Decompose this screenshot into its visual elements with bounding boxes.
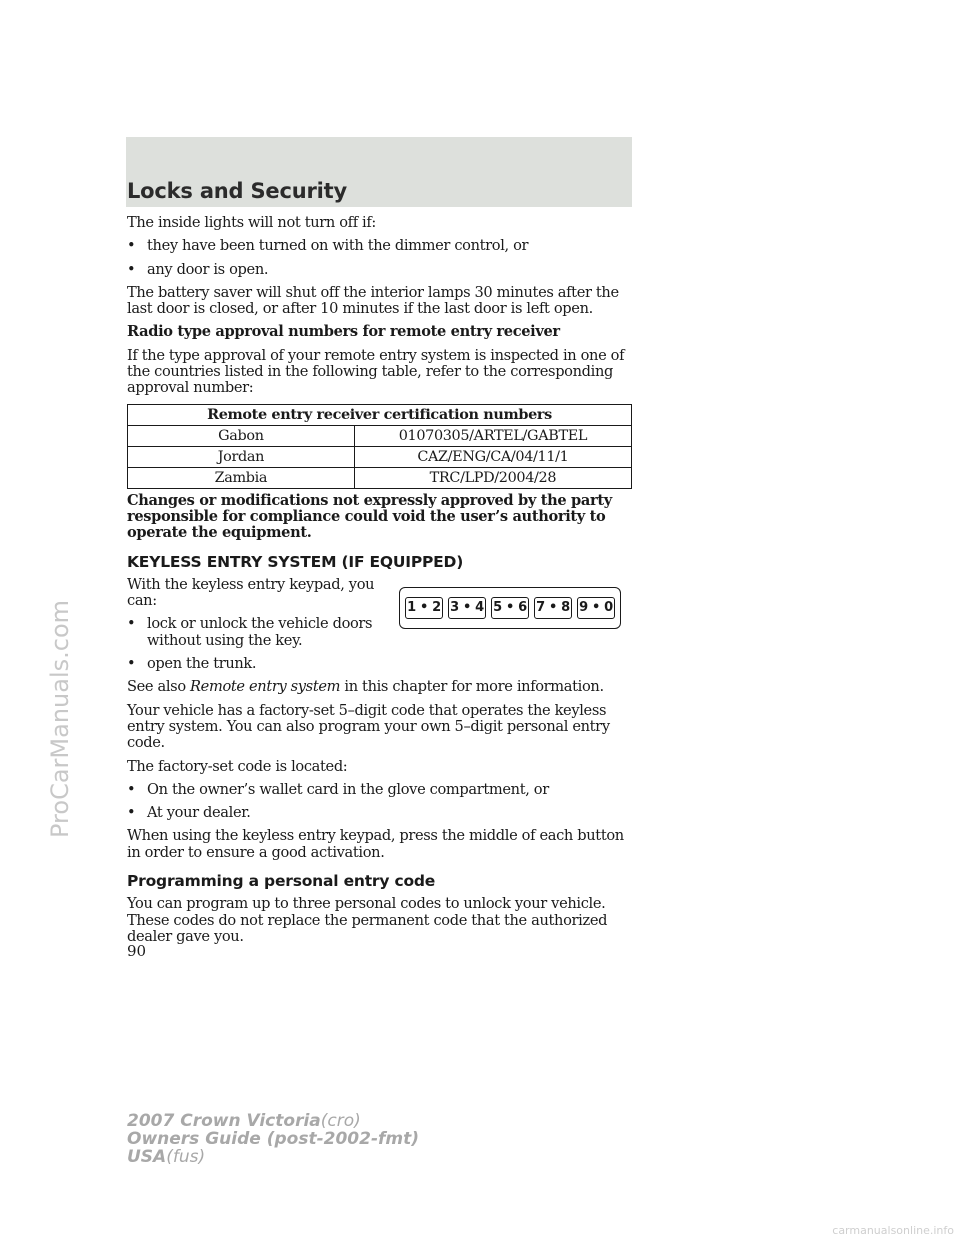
- factory-code-located-lead: The factory-set code is located:: [127, 757, 348, 775]
- battery-saver-text: The battery saver will shut off the interior lamps 30 minutes after the last door is closed, or after 10 minutes if the last door is left open.: [127, 283, 619, 318]
- keypad-key: 5 • 6: [491, 597, 529, 619]
- keyless-entry-heading: KEYLESS ENTRY SYSTEM (IF EQUIPPED): [127, 552, 464, 571]
- keypad-key: 9 • 0: [577, 597, 615, 619]
- list-item: • any door is open.: [127, 262, 633, 278]
- list-item: • lock or unlock the vehicle doors without using the key.: [127, 616, 377, 649]
- table-row: [128, 467, 632, 488]
- keypad-key: 3 • 4: [448, 597, 486, 619]
- table-cell-country: Zambia: [128, 467, 355, 488]
- table-cell-number: TRC/LPD/2004/28: [354, 467, 631, 488]
- table-cell-number: CAZ/ENG/CA/04/11/1: [354, 446, 631, 467]
- table-row: [128, 446, 632, 467]
- page-content: [127, 215, 633, 952]
- footer-line-1: 2007 Crown Victoria(cro): [127, 1111, 361, 1131]
- factory-code-text: Your vehicle has a factory-set 5–digit code that operates the keyless entry system. You can also program your own 5–digit personal entry code.: [127, 701, 610, 752]
- compliance-warning: Changes or modifications not expressly approved by the party responsible for compliance could void the user’s authority to operate the equipment.: [127, 491, 612, 542]
- keypad-key: 7 • 8: [534, 597, 572, 619]
- footer-line-3: USA(fus): [127, 1147, 206, 1167]
- keyless-entry-block: [127, 577, 633, 649]
- programming-text: You can program up to three personal codes to unlock your vehicle. These codes do not replace the permanent code that the authorized dealer gave you.: [127, 895, 608, 945]
- footer-line-2: Owners Guide (post-2002-fmt): [127, 1129, 420, 1149]
- page-number: 90: [127, 942, 147, 960]
- list-item: • On the owner’s wallet card in the glove compartment, or: [127, 782, 633, 798]
- table-cell-number: 01070305/ARTEL/GABTEL: [354, 425, 631, 446]
- keyless-lead: With the keyless entry keypad, you can:: [127, 575, 375, 610]
- programming-heading: Programming a personal entry code: [127, 872, 436, 891]
- remote-entry-reference: Remote entry system: [190, 678, 341, 696]
- table-cell-country: Gabon: [128, 425, 355, 446]
- side-watermark: ProCarManuals.com: [46, 599, 74, 838]
- keyless-entry-intro: [127, 577, 377, 649]
- certification-table: [127, 404, 632, 489]
- radio-approval-heading: Radio type approval numbers for remote entry receiver: [127, 323, 560, 341]
- section-title: Locks and Security: [127, 179, 347, 203]
- footer: [127, 1112, 419, 1166]
- keypad-illustration-icon: [399, 587, 621, 629]
- bottom-watermark: carmanualsonline.info: [832, 1224, 954, 1237]
- certification-table-header: Remote entry receiver certification numbers: [128, 404, 632, 425]
- radio-approval-text: If the type approval of your remote entry system is inspected in one of the countries listed in the following table, refer to the corresponding approval number:: [127, 346, 625, 397]
- table-cell-country: Jordan: [128, 446, 355, 467]
- see-also-text: See also Remote entry system in this chapter for more information.: [127, 678, 604, 696]
- keypad-key: 1 • 2: [405, 597, 443, 619]
- table-row: [128, 425, 632, 446]
- inside-lights-lead: The inside lights will not turn off if:: [127, 214, 376, 231]
- list-item: • At your dealer.: [127, 805, 633, 821]
- list-item: • they have been turned on with the dimmer control, or: [127, 238, 633, 254]
- press-note-text: When using the keyless entry keypad, press the middle of each button in order to ensure a good activation.: [127, 827, 624, 861]
- list-item: • open the trunk.: [127, 656, 633, 672]
